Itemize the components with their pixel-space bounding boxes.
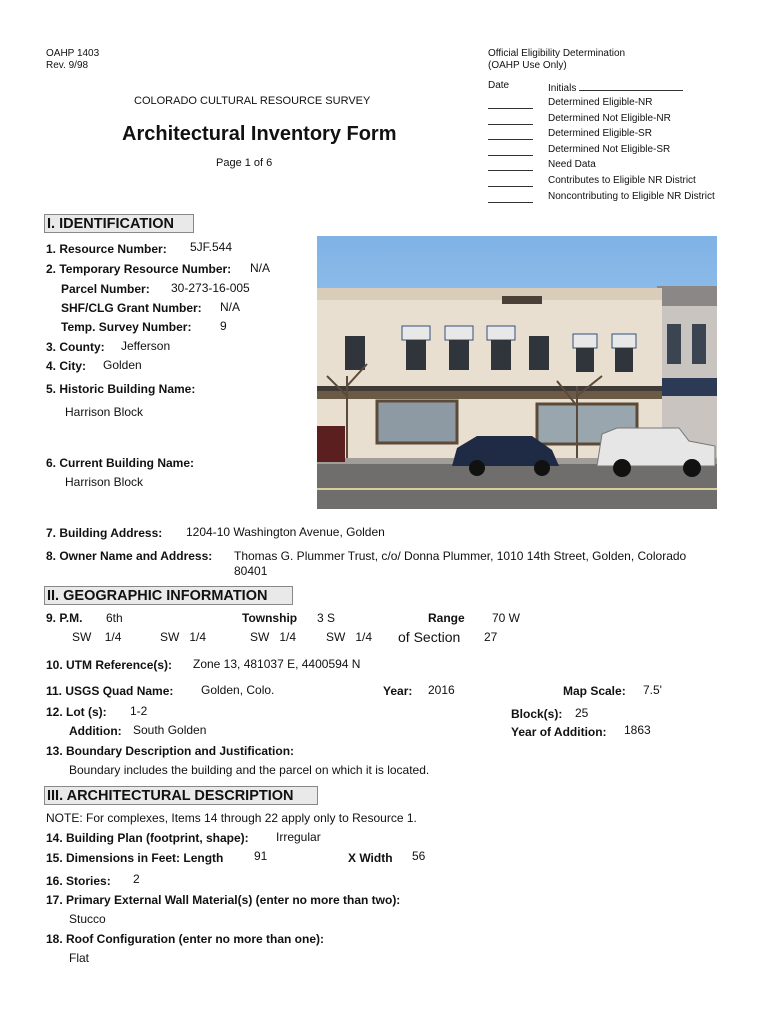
form-revision: Rev. 9/98 — [46, 60, 89, 71]
range-value[interactable]: 70 W — [492, 611, 521, 625]
lot-label: 12. Lot (s): — [46, 705, 107, 719]
eligibility-date-line[interactable] — [488, 124, 533, 125]
eligibility-date-line[interactable] — [488, 139, 533, 140]
range-label: Range — [428, 611, 465, 625]
eligibility-option: Determined Eligible-NR — [548, 97, 653, 108]
eligibility-option: Determined Not Eligible-SR — [548, 143, 671, 155]
pm-value[interactable]: 6th — [106, 611, 123, 625]
resource-number-label: 1. Resource Number: — [46, 242, 167, 256]
temp-resource-value[interactable]: N/A — [250, 261, 271, 275]
lot-value[interactable]: 1-2 — [130, 704, 148, 718]
eligibility-option: Noncontributing to Eligible NR District — [548, 190, 715, 202]
boundary-label: 13. Boundary Description and Justification: — [46, 744, 295, 758]
wall-material-value[interactable]: Stucco — [69, 912, 106, 926]
usgs-label: 11. USGS Quad Name: — [46, 684, 174, 698]
resource-number-value[interactable]: 5JF.544 — [190, 240, 233, 254]
parcel-label: Parcel Number: — [61, 282, 150, 296]
eligibility-option: Determined Eligible-SR — [548, 128, 652, 140]
map-scale-label: Map Scale: — [563, 684, 626, 698]
width-label: X Width — [348, 851, 393, 865]
owner-value-line2[interactable]: 80401 — [234, 564, 268, 578]
roof-value[interactable]: Flat — [69, 951, 90, 965]
map-scale-value[interactable]: 7.5' — [643, 683, 662, 697]
year-label: Year: — [383, 684, 413, 698]
historic-name-label: 5. Historic Building Name: — [46, 382, 196, 396]
parcel-value[interactable]: 30-273-16-005 — [171, 281, 250, 295]
section-geographic-heading: II. GEOGRAPHIC INFORMATION — [44, 586, 293, 605]
temp-survey-value[interactable]: 9 — [220, 319, 227, 333]
pm-label: 9. P.M. — [46, 611, 83, 625]
section-label: of Section — [398, 629, 461, 645]
eligibility-date-line[interactable] — [488, 155, 533, 156]
utm-label: 10. UTM Reference(s): — [46, 658, 173, 672]
usgs-value[interactable]: Golden, Colo. — [201, 683, 275, 697]
eligibility-date-line[interactable] — [488, 202, 533, 203]
page-title: Architectural Inventory Form — [122, 123, 397, 145]
official-subheading: (OAHP Use Only) — [488, 60, 567, 71]
dimensions-label: 15. Dimensions in Feet: Length — [46, 851, 224, 865]
quarter-3[interactable]: SW 1/4 — [250, 630, 297, 644]
width-value[interactable]: 56 — [412, 849, 426, 863]
city-value[interactable]: Golden — [103, 358, 142, 372]
stories-label: 16. Stories: — [46, 874, 111, 888]
page-number: Page 1 of 6 — [216, 157, 273, 169]
eligibility-option: Determined Not Eligible-NR — [548, 112, 671, 124]
addition-label: Addition: — [69, 724, 122, 738]
utm-value[interactable]: Zone 13, 481037 E, 4400594 N — [193, 657, 361, 671]
year-value[interactable]: 2016 — [428, 683, 455, 697]
building-photo — [317, 236, 717, 509]
county-label: 3. County: — [46, 340, 105, 354]
survey-name: COLORADO CULTURAL RESOURCE SURVEY — [134, 95, 371, 107]
eligibility-date-line[interactable] — [488, 186, 533, 187]
eligibility-date-line[interactable] — [488, 108, 533, 109]
owner-label: 8. Owner Name and Address: — [46, 549, 213, 563]
block-label: Block(s): — [511, 707, 563, 721]
grant-value[interactable]: N/A — [220, 300, 241, 314]
county-value[interactable]: Jefferson — [121, 339, 171, 353]
temp-survey-label: Temp. Survey Number: — [61, 320, 192, 334]
section-identification-heading: I. IDENTIFICATION — [44, 214, 194, 233]
temp-resource-label: 2. Temporary Resource Number: — [46, 262, 232, 276]
complex-note: NOTE: For complexes, Items 14 through 22 apply only to Resource 1. — [46, 811, 417, 825]
current-name-value[interactable]: Harrison Block — [65, 475, 144, 489]
wall-material-label: 17. Primary External Wall Material(s) (enter no more than two): — [46, 893, 401, 907]
plan-value[interactable]: Irregular — [276, 830, 321, 844]
grant-label: SHF/CLG Grant Number: — [61, 301, 202, 315]
historic-name-value[interactable]: Harrison Block — [65, 405, 144, 419]
length-value[interactable]: 91 — [254, 849, 268, 863]
section-architectural-heading: III. ARCHITECTURAL DESCRIPTION — [44, 786, 318, 805]
official-heading: Official Eligibility Determination — [488, 48, 626, 59]
block-value[interactable]: 25 — [575, 706, 589, 720]
boundary-value[interactable]: Boundary includes the building and the parcel on which it is located. — [69, 763, 430, 777]
year-addition-value[interactable]: 1863 — [624, 723, 651, 737]
initials-field[interactable]: Initials — [548, 80, 683, 95]
plan-label: 14. Building Plan (footprint, shape): — [46, 831, 249, 845]
quarter-1[interactable]: SW 1/4 — [72, 630, 122, 644]
address-value[interactable]: 1204-10 Washington Avenue, Golden — [186, 525, 385, 539]
section-value[interactable]: 27 — [484, 630, 498, 644]
eligibility-option: Contributes to Eligible NR District — [548, 175, 696, 186]
quarter-2[interactable]: SW 1/4 — [160, 630, 207, 644]
owner-value-line1[interactable]: Thomas G. Plummer Trust, c/o/ Donna Plummer, 1010 14th Street, Golden, Colorado — [234, 549, 687, 563]
city-label: 4. City: — [46, 359, 87, 373]
address-label: 7. Building Address: — [46, 526, 163, 540]
quarter-4[interactable]: SW 1/4 — [326, 630, 373, 644]
township-value[interactable]: 3 S — [317, 611, 336, 625]
stories-value[interactable]: 2 — [133, 872, 140, 886]
township-label: Township — [242, 611, 298, 625]
addition-value[interactable]: South Golden — [133, 723, 207, 737]
year-addition-label: Year of Addition: — [511, 725, 607, 739]
roof-label: 18. Roof Configuration (enter no more than one): — [46, 932, 324, 946]
eligibility-option: Need Data — [548, 159, 596, 171]
eligibility-date-line[interactable] — [488, 170, 533, 171]
current-name-label: 6. Current Building Name: — [46, 456, 195, 470]
date-label: Date — [488, 80, 510, 91]
form-number: OAHP 1403 — [46, 48, 100, 59]
